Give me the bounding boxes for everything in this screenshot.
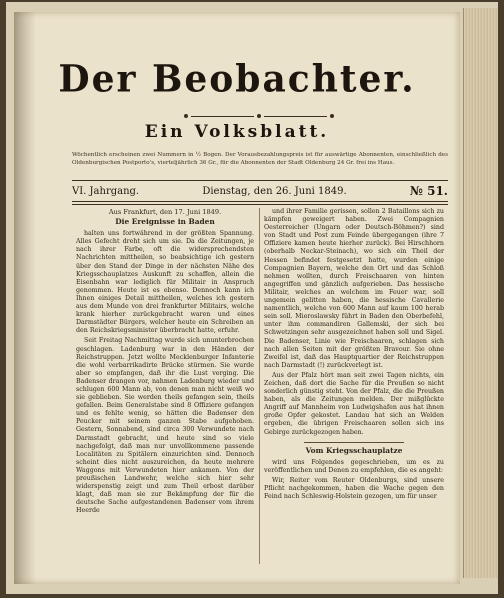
- ornament-dot: [330, 114, 334, 118]
- newspaper-page: [14, 12, 460, 584]
- dateline: [72, 183, 448, 199]
- article-paragraph: wird uns Folgendes gegeschrieben, um es zu veröffentlichen und Denen zu empfehlen, die es angeht:: [264, 458, 444, 474]
- header-rule: [72, 180, 448, 181]
- dateline-double-rule: [72, 201, 448, 205]
- place-date-line: Aus Frankfurt, den 17. Juni 1849.: [108, 208, 222, 216]
- page-edges: [463, 8, 498, 578]
- ornament-dot: [184, 114, 188, 118]
- masthead-title: Der Beobachter.: [58, 56, 416, 102]
- section-separator: [304, 442, 404, 443]
- right-column: [264, 208, 444, 503]
- article-paragraph: Wir, Reiter vom Reuter Oldenburgs, sind unsere Pflicht nachgekommen, haben die Wache gegen den Feind nach Schleswig-Holstein gezogen, um für unser: [264, 476, 444, 501]
- ornament-rule: [264, 116, 327, 117]
- article-heading: Die Ereignisse in Baden: [115, 217, 215, 227]
- issue-number: № 51.: [409, 184, 448, 198]
- ornament-rule: [191, 116, 254, 117]
- left-column: [76, 208, 254, 517]
- article-paragraph: Seit Freitag Nachmittag wurde sich ununterbrochen geschlagen. Ladenburg war in den Händen der Reichstruppen. Jetzt wollte Mecklenburger Infanterie die wohl verbarrikadirte Brücke stürmen. Sie wurde aber so empfangen, daß ihr die Lust verging. Die Badenser drangen vor, nahmen Ladenburg wieder und schlugen 600 Mann ab, von denen man nicht weiß wo sie geblieben. Sie werden theils gefangen sein, theils gefallen. Beim Generalstabe sind 8 Offiziere gefangen und es fehlte wenig, so hätten die Badenser den Peucker mit seinem ganzen Stabe aufgehoben. Gestern, Sonnabend, sind circa 300 Verwundete nach Darmstadt gebracht, und heute sind so viele nachgefolgt, daß man nur unvollkommene passende Localitäten zu Spitälern einzurichten sind. Dennoch scheint dies nicht auszureichen, da heute mehrere Waggons mit Verwundeten hier ankamen. Von der preußischen Landwehr, welche sich hier sehr widerspenstig zeigt und zum Theil erbost darüber klagt, daß man sie zur Bekämpfung der für die deutsche Sache aufgestandenen Badenser vom ihrem Heerde: [76, 337, 254, 515]
- column-divider: [259, 208, 260, 564]
- volume-label: VI. Jahrgang.: [72, 185, 140, 197]
- subscription-notice: Wöchentlich erscheinen zwei Nummern in ½ Bogen. Der Vorausbezahlungspreis ist für auswärtige Abonnenten, einschließlich des Oldenburgischen Postporto's, vierteljährlich 36 Gr., für die Abonnenten der Stadt Oldenburg 24 Gr. frei ins Haus.: [72, 152, 448, 166]
- masthead-ornament: [184, 113, 334, 119]
- article-paragraph: und ihrer Familie gerissen, sollen 2 Bataillons sich zu kämpfen geweigert haben. Zwei Compagnien Oesterreicher (Ungarn oder Deutsch-Böhmen?) sind von Stadt und Post zum Feinde übergegangen (ihre 7 Offiziere kamen heute hierher zurück). Bei Hirschhorn (oberhalb Neckar-Steinach), wo sich ein Theil der Hessen befindet festgesetzt hatte, wurden einige Compagnien Bayern, welche den Ort und das Schloß nehmen wollten, durch Freischaaren von hinten angegriffen und gänzlich aufgerieben. Das hessische Militair, welches an welchem im Feuer war, soll ungemein gelitten haben, die hessische Cavallerie namentlich, welche von 600 Mann auf kaum 100 herab sein soll. Mieroslawsky führt in Baden den Oberbefehl, unter ihm commandiren Gallemski, der sich bei Schwetzingen sehr ausgezeichnet haben soll und Sigel. Die Badenser, Linie wie Freischaaren, schlagen sich nach allen Seiten mit der größten Bravour. Sie ohne Zweifel ist, daß das Hauptquartier der Reichstruppen nach Darmstadt (!) zurückverlegt ist.: [264, 208, 444, 369]
- masthead-subtitle: Ein Volksblatt.: [144, 122, 330, 142]
- article-paragraph: Aus der Pfalz hört man seit zwei Tagen nichts, ein Zeichen, daß dort die Sache für die Preußen so nicht sonderlich günstig steht. Von der Pfalz, die die Preußen haben, als die Zeitungen melden. Der mißglückte Angriff auf Mannheim von Ludwigshafen aus hat ihnen große Opfer gekostet. Landau hat sich an Welden ergeben, die übrigen Freischaaren sollen sich ins Gebirge zurückgezogen haben.: [264, 371, 444, 436]
- issue-date: Dienstag, den 26. Juni 1849.: [202, 185, 347, 197]
- ornament-dot: [257, 114, 261, 118]
- article-paragraph: halten uns fortwährend in der größten Spannung. Alles Gefecht dreht sich um sie. Da die Zeitungen, je nach ihrer Farbe, oft die widersprechendsten Nachrichten mittheilen, so beabsichtige ich gestern über den Stand der Dinge in der nächsten Nähe des Kriegsschauplatzes Auskunft zu schaffen, allein die Eisenbahn war lediglich für Militair in Anspruch genommen. Heute ist es ebenso. Dennoch kann ich Ihnen einiges Detail mittheilen, welches ich gestern aus dem Munde von drei frankfurter Militairs, welche krank hierher zurückgebracht waren und eines Darmstädter Bürgers, welcher heute ein Schreiben an den Reichskriegsminister überbracht hatte, erfuhr.: [76, 230, 254, 335]
- section-heading: Vom Kriegsschauplatze: [305, 445, 403, 455]
